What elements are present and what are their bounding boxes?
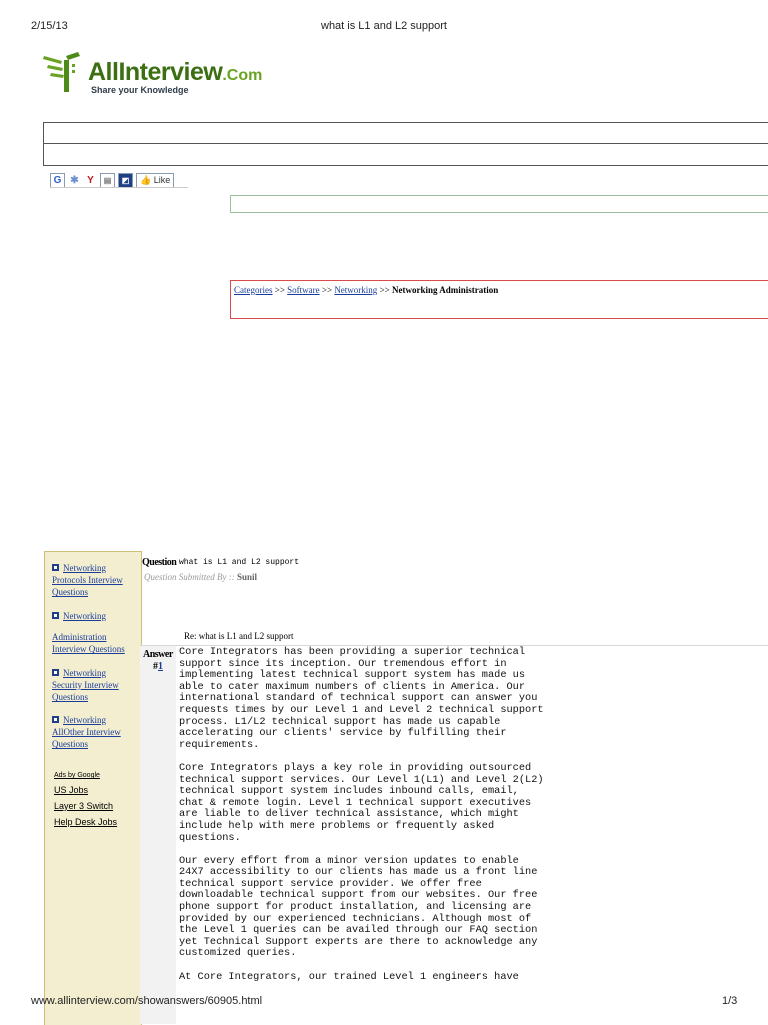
bullet-icon (52, 669, 59, 676)
digg-icon[interactable]: ▤ (100, 173, 115, 188)
breadcrumb-separator: >> (379, 285, 390, 295)
submitted-by[interactable]: Sunil (236, 572, 258, 582)
ad-link-help-desk[interactable]: Help Desk Jobs (54, 817, 118, 827)
sidebar-item-label[interactable]: Administration Interview Questions (52, 632, 125, 654)
like-button[interactable] (136, 173, 174, 188)
question-submitted (144, 572, 257, 582)
sidebar-item-security[interactable] (52, 667, 138, 703)
logo-wordmark[interactable] (88, 58, 262, 87)
sidebar (44, 551, 142, 1025)
bullet-icon (52, 612, 59, 619)
sidebar-item-label[interactable]: Networking Protocols Interview Questions (52, 563, 123, 597)
breadcrumb-software[interactable]: Software (287, 285, 320, 295)
ad-link-us-jobs[interactable]: US Jobs (54, 785, 89, 795)
sidebar-item-administration[interactable] (52, 631, 138, 655)
share-toolbar (50, 173, 174, 187)
logo-tagline: Share your Knowledge (91, 85, 189, 95)
print-title: what is L1 and L2 support (321, 20, 447, 32)
question-text: what is L1 and L2 support (179, 558, 300, 567)
sidebar-item-label[interactable]: Networking (63, 611, 106, 621)
breadcrumb-current: Networking Administration (391, 285, 499, 295)
sidebar-item-label[interactable]: Networking Security Interview Questions (52, 668, 119, 702)
delicious-icon[interactable]: ✱ (70, 174, 79, 186)
bullet-icon (52, 564, 59, 571)
sidebar-item-networking[interactable] (52, 610, 138, 622)
ad-link-layer3[interactable]: Layer 3 Switch (54, 801, 114, 811)
answer-text: Core Integrators has been providing a superior technical support since its inception. Our tremendous effort in implementing latest technical support system has made us able to cater maximum numbers of clients in America. Our international standard of technical support can answer you requests times by our Level 1 and Level 2 technical support process. L1/L2 technical support has made us capable accelerating our clients' service by fulfilling their requirements. Core Integrators plays a key role in providing outsourced technical support services. Our Level 1(L1) and Level 2(L2) technical support system includes inbound calls, email, chat & remote login. Level 1 technical support executives are liable to deliver technical assistance, which might include help with mere problems or frequently asked questions. Our every effort from a minor version updates to enable 24X7 accessibility to our clients has made us a front line technical support service provider. We offer free downloadable technical support from our websites. Our free phone support for product installation, and licensing are provided by our experienced technicians. Although most of the Level 1 queries can be availed through our FAQ section yet Technical Support experts are there to acknowledge any customized queries. At Core Integrators, our trained Level 1 engineers have (179, 646, 544, 983)
breadcrumb-networking[interactable]: Networking (334, 285, 378, 295)
google-icon[interactable]: G (50, 173, 65, 188)
print-url: www.allinterview.com/showanswers/60905.html (31, 995, 263, 1007)
breadcrumb-separator: >> (274, 285, 285, 295)
breadcrumb-categories[interactable]: Categories (234, 285, 273, 295)
answer-label: Answer (143, 649, 173, 660)
yahoo-icon[interactable]: Y (87, 174, 94, 186)
answer-side (140, 646, 176, 1024)
print-page: 1/3 (722, 995, 738, 1007)
submitted-label: Question Submitted By :: (144, 572, 235, 582)
answer-number-link[interactable]: 1 (158, 661, 163, 672)
bullet-icon (52, 716, 59, 723)
header-bars (43, 122, 768, 166)
sidebar-item-protocols[interactable] (52, 562, 138, 598)
sidebar-item-label[interactable]: Networking AllOther Interview Questions (52, 715, 121, 749)
ads-title[interactable]: Ads by Google (54, 772, 100, 779)
share-divider (50, 187, 188, 188)
like-label: Like (153, 174, 171, 185)
thumbs-up-icon: 👍 (140, 174, 152, 185)
breadcrumb (230, 280, 768, 319)
question-label: Question (142, 557, 177, 568)
search-bar-box (230, 195, 768, 213)
logo-icon[interactable] (42, 52, 86, 94)
sidebar-item-allother[interactable] (52, 714, 138, 750)
answer-number-prefix: # (153, 661, 158, 672)
logo-suffix: .Com (222, 67, 263, 84)
answer-re-title: Re: what is L1 and L2 support (184, 631, 294, 641)
answer-number[interactable] (153, 661, 163, 672)
logo-name: AllInterview (88, 58, 223, 86)
stumble-icon[interactable]: ◩ (118, 173, 133, 188)
print-date: 2/15/13 (31, 20, 68, 32)
breadcrumb-separator: >> (321, 285, 333, 295)
